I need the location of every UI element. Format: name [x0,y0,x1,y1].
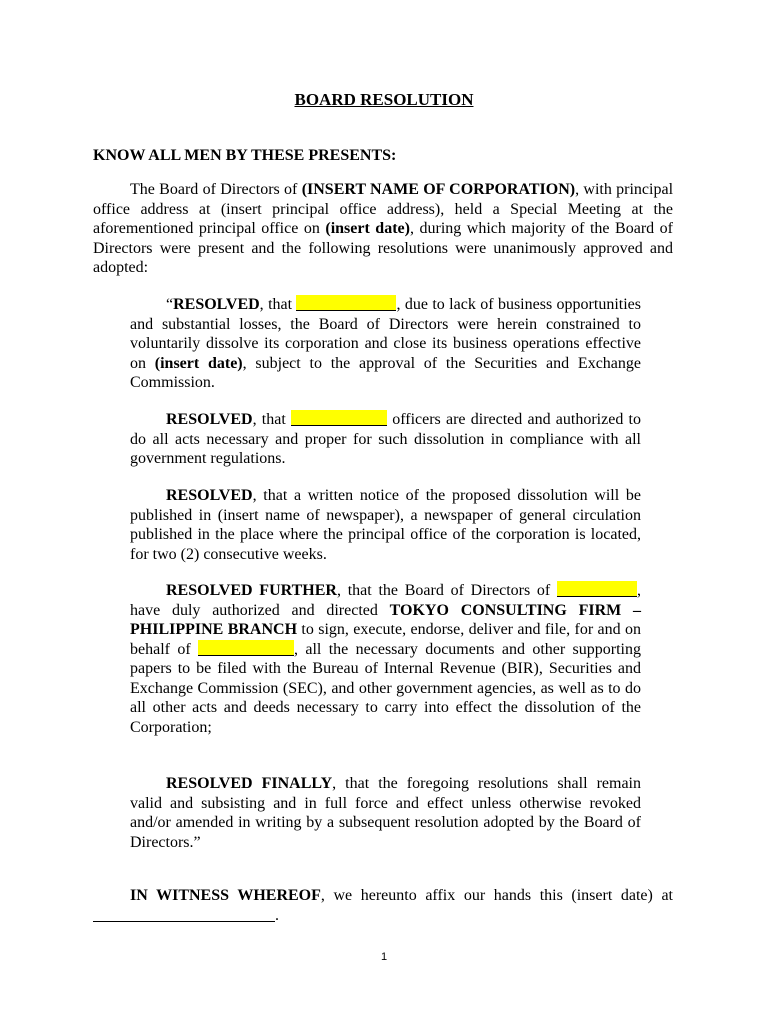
resolved-label: RESOLVED [173,296,260,313]
highlighted-blank[interactable] [557,581,637,597]
resolution-1-text-1: , that [259,296,297,313]
resolution-2 [130,410,641,469]
highlighted-blank[interactable] [291,410,387,426]
resolved-further-label: RESOLVED FURTHER [166,582,337,599]
resolved-finally-label: RESOLVED FINALLY [166,775,333,792]
resolution-1-text-3: , subject to the approval of the Securities and Exchange Commission. [130,354,642,391]
resolution-1 [130,295,641,393]
witness-text-2: . [275,906,279,924]
intro-text-1: The Board of Directors of [130,181,302,198]
resolution-2-text-2: officers are directed and authorized to do all acts necessary and proper for such dissolution in compliance with all government regulations. [130,411,641,467]
firm-name: TOKYO CONSULTING FIRM – PHILIPPINE BRANCH [130,601,642,638]
resolution-4-text-2: , have duly authorized and directed [130,582,642,619]
resolution-5 [130,774,641,852]
corporation-name-placeholder: (INSERT NAME OF CORPORATION) [301,181,576,198]
resolution-1-text-2: , due to lack of business opportunities and substantial losses, the Board of Directors were herein constrained to voluntarily dissolve its corporation and close its business operations effective on [130,296,641,372]
resolution-5-text-1: , that the foregoing resolutions shall remain valid and subsisting and in full force and effect unless otherwise revoked and/or amended in writing by a subsequent resolution adopted by the Board of Directors.” [130,775,641,851]
intro-paragraph [93,180,673,278]
resolution-4-text-4: , all the necessary documents and other supporting papers to be filed with the Bureau of Internal Revenue (BIR), Securities and Exchange Commission (SEC), and other government agencies, as well as to do all other acts and deeds necessary to carry into effect the dissolution of the Corporation; [130,640,642,736]
highlighted-blank[interactable] [296,295,396,311]
resolved-label: RESOLVED [166,411,253,428]
document-title: BOARD RESOLUTION [294,90,474,109]
resolution-4-text-1: , that the Board of Directors of [336,582,558,599]
page-number: 1 [380,951,388,963]
open-quote: “ [166,296,174,313]
witness-paragraph [93,886,673,925]
location-blank-line[interactable] [93,907,275,922]
meeting-date-placeholder: (insert date) [325,220,410,237]
opening-heading: KNOW ALL MEN BY THESE PRESENTS: [93,147,397,164]
resolution-3 [130,486,641,564]
resolved-label: RESOLVED [166,487,253,504]
resolution-2-text-1: , that [252,411,291,428]
resolution-3-text-1: , that a written notice of the proposed dissolution will be published in (insert name of newspaper), a newspaper of general circulation published in the place where the principal office of the corporation is located, for two (2) consecutive weeks. [130,487,641,563]
resolution-4 [130,581,641,737]
intro-text-2: , with principal office address at (insert principal office address), held a Special Meeting at the aforementioned principal office on [93,181,674,237]
witness-label: IN WITNESS WHEREOF [130,887,321,904]
resolution-4-text-3: to sign, execute, endorse, deliver and file, for and on behalf of [130,621,641,658]
highlighted-blank[interactable] [198,640,294,656]
intro-text-3: , during which majority of the Board of Directors were present and the following resolutions were unanimously approved and adopted: [93,220,673,276]
witness-text-1: , we hereunto affix our hands this (insert date) at [320,887,674,904]
effective-date-placeholder: (insert date) [154,354,243,372]
